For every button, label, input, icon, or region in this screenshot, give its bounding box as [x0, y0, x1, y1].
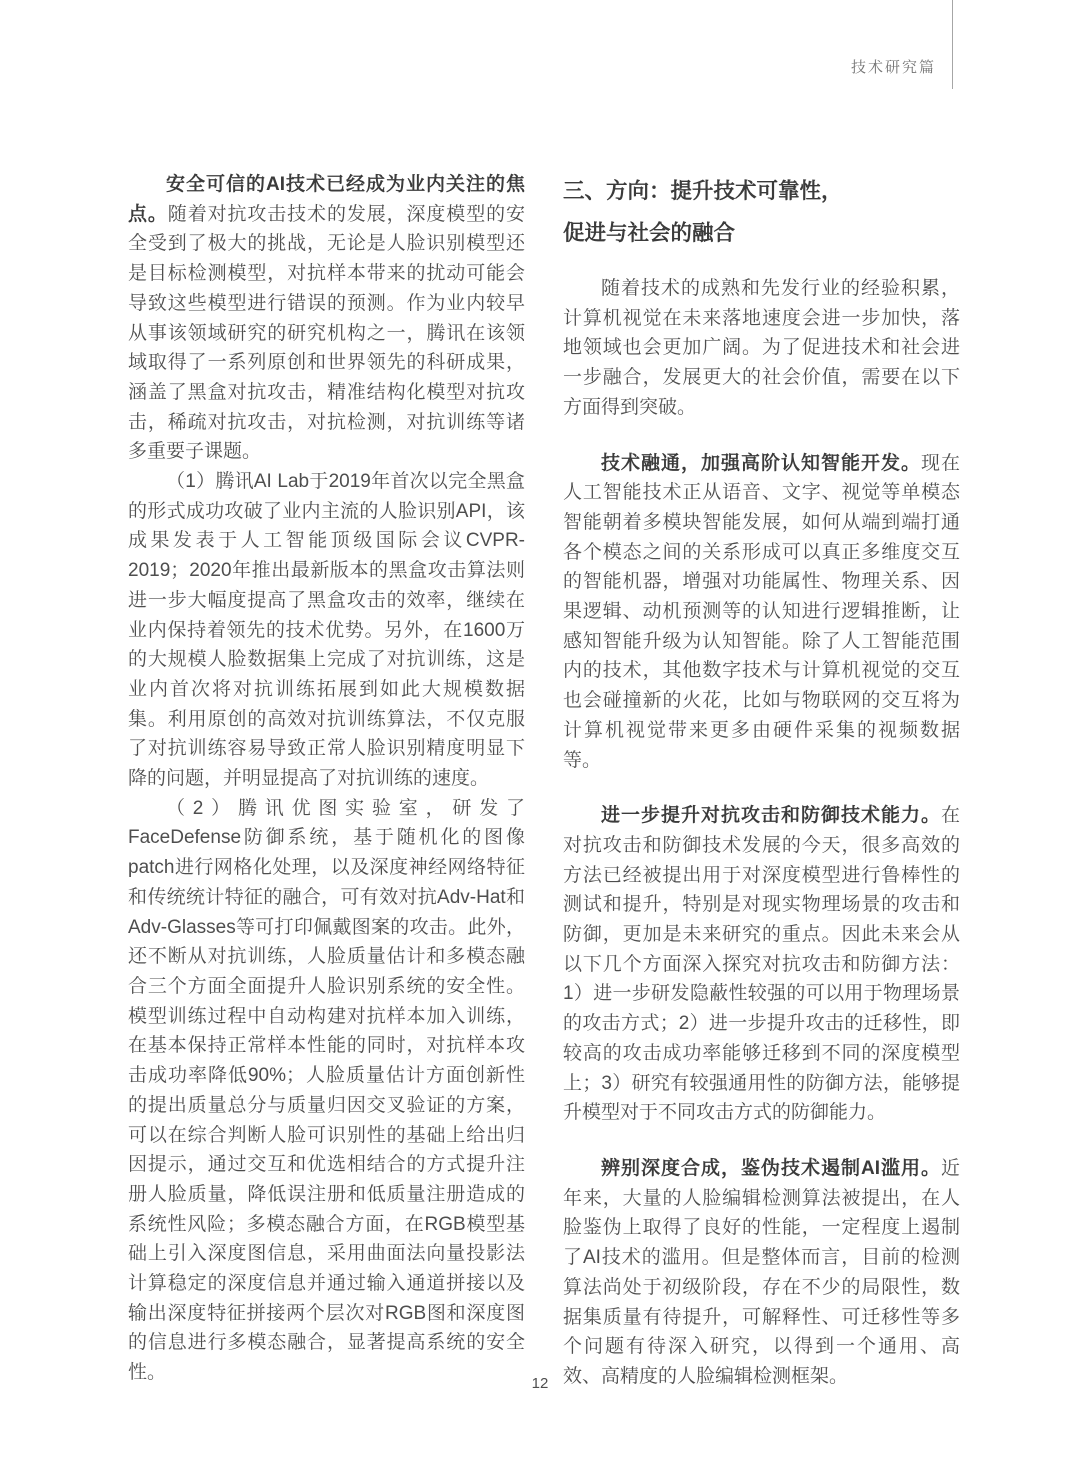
- paragraph-lead: 技术融通，加强高阶认知智能开发。: [601, 452, 921, 474]
- section-heading-line1: 三、方向：提升技术可靠性，: [563, 179, 843, 203]
- paragraph-text: 随着对抗攻击技术的发展，深度模型的安全受到了极大的挑战，无论是人脸识别模型还是目标检测模型，对抗样本带来的扰动可能会导致这些模型进行错误的预测。作为业内较早从事该领域研究的研究机构之一，腾讯在该领域取得了一系列原创和世界领先的科研成果，涵盖了黑盒对抗攻击，精准结构化模型对抗攻击，稀疏对抗攻击，对抗检测，对抗训练等诸多重要子课题。: [128, 203, 525, 463]
- page-number: 12: [531, 1375, 549, 1392]
- paragraph-lead: 进一步提升对抗攻击和防御技术能力。: [601, 805, 941, 827]
- paragraph: [128, 794, 525, 1388]
- paragraph: [563, 274, 960, 423]
- paragraph: [563, 1154, 960, 1392]
- header-divider-line: [952, 0, 953, 89]
- paragraph-text: 在对抗攻击和防御技术发展的今天，很多高效的方法已经被提出用于对深度模型进行鲁棒性的测试和提升，特别是对现实物理场景的攻击和防御，更加是未来研究的重点。因此未来会从以下几个方面深入探究对抗攻击和防御方法：1）进一步研发隐蔽性较强的可以用于物理场景的攻击方式；2）进一步提升攻击的迁移性，即较高的攻击成功率能够迁移到不同的深度模型上；3）研究有较强通用性的防御方法，能够提升模型对于不同攻击方式的防御能力。: [563, 805, 960, 1124]
- section-heading: [563, 170, 960, 254]
- left-column: [128, 170, 525, 1418]
- paragraph-text: 随着技术的成熟和先发行业的经验积累，计算机视觉在未来落地速度会进一步加快，落地领域也会更加广阔。为了促进技术和社会进一步融合，发展更大的社会价值，需要在以下方面得到突破。: [563, 278, 960, 418]
- paragraph: [128, 467, 525, 794]
- paragraph: [128, 170, 525, 467]
- paragraph-text: （2）腾讯优图实验室，研发了FaceDefense防御系统，基于随机化的图像patch进行网格化处理，以及深度神经网络特征和传统统计特征的融合，可有效对抗Adv-Hat和Adv-Glasses等可打印佩戴图案的攻击。此外，还不断从对抗训练，人脸质量估计和多模态融合三个方面全面提升人脸识别系统的安全性。模型训练过程中自动构建对抗样本加入训练，在基本保持正常样本性能的同时，对抗样本攻击成功率降低90%；人脸质量估计方面创新性的提出质量总分与质量归因交叉验证的方案，可以在综合判断人脸可识别性的基础上给出归因提示，通过交互和优选相结合的方式提升注册人脸质量，降低误注册和低质量注册造成的系统性风险；多模态融合方面，在RGB模型基础上引入深度图信息，采用曲面法向量投影法计算稳定的深度信息并通过输入通道拼接以及输出深度特征拼接两个层次对RGB图和深度图的信息进行多模态融合，显著提高系统的安全性。: [128, 797, 525, 1384]
- paragraph-lead: 辨别深度合成，鉴伪技术遏制AI滥用。: [601, 1157, 941, 1179]
- two-column-body: [128, 170, 960, 1418]
- paragraph-lead: 安全可信的AI技术已经成为业内关注的焦点。: [128, 174, 525, 225]
- paragraph: [563, 801, 960, 1128]
- paragraph-text: 近年来，大量的人脸编辑检测算法被提出，在人脸鉴伪上取得了良好的性能，一定程度上遏制了AI技术的滥用。但是整体而言，目前的检测算法尚处于初级阶段，存在不少的局限性，数据集质量有待提升，可解释性、可迁移性等多个问题有待深入研究，以得到一个通用、高效、高精度的人脸编辑检测框架。: [563, 1157, 960, 1387]
- right-column: [563, 170, 960, 1418]
- paragraph-text: 现在人工智能技术正从语音、文字、视觉等单模态智能朝着多模块智能发展，如何从端到端打通各个模态之间的关系形成可以真正多维度交互的智能机器，增强对功能属性、物理关系、因果逻辑、动机预测等的认知进行逻辑推断，让感知智能升级为认知智能。除了人工智能范围内的技术，其他数字技术与计算机视觉的交互也会碰撞新的火花，比如与物联网的交互将为计算机视觉带来更多由硬件采集的视频数据等。: [563, 452, 960, 771]
- paragraph: [563, 449, 960, 776]
- paragraph-text: （1）腾讯AI Lab于2019年首次以完全黑盒的形式成功攻破了业内主流的人脸识别API，该成果发表于人工智能顶级国际会议CVPR-2019；2020年推出最新版本的黑盒攻击算法则进一步大幅度提高了黑盒攻击的效率，继续在业内保持着领先的技术优势。另外，在1600万的大规模人脸数据集上完成了对抗训练，这是业内首次将对抗训练拓展到如此大规模数据集。利用原创的高效对抗训练算法，不仅克服了对抗训练容易导致正常人脸识别精度明显下降的问题，并明显提高了对抗训练的速度。: [128, 471, 525, 790]
- header-section-label: 技术研究篇: [850, 59, 936, 76]
- section-heading-line2: 促进与社会的融合: [563, 221, 736, 245]
